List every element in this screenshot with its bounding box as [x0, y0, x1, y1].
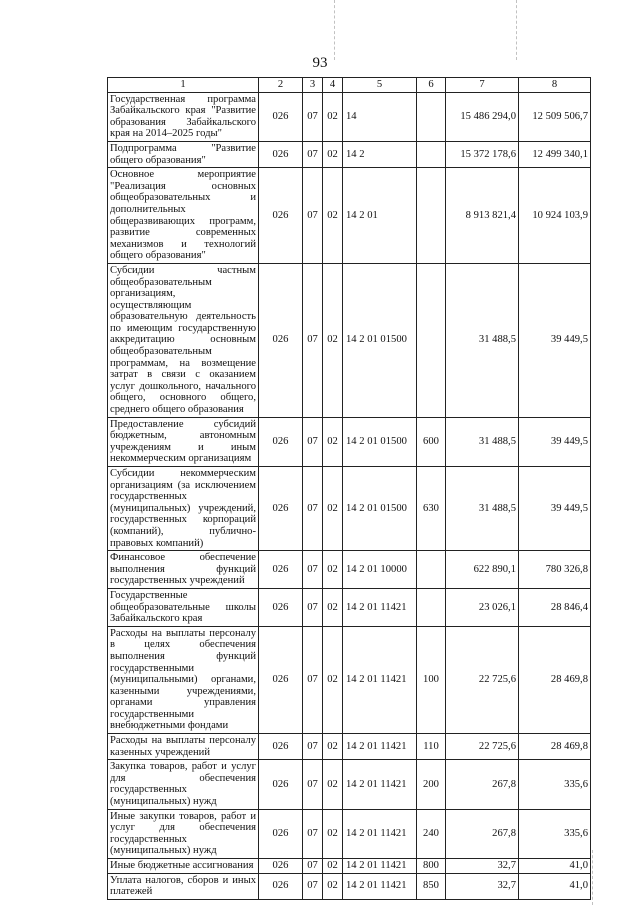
- amount-year-2: 28 469,8: [519, 734, 591, 760]
- expense-type-code: [417, 551, 446, 589]
- amount-year-2: 41,0: [519, 859, 591, 874]
- amount-year-2: 335,6: [519, 760, 591, 809]
- scan-artifact-line: [334, 0, 335, 60]
- ministry-code: 026: [259, 467, 303, 551]
- subsection-code: 02: [323, 417, 343, 466]
- row-name: Расходы на выплаты персоналу казенных учреждений: [108, 734, 259, 760]
- section-code: 07: [303, 141, 323, 167]
- section-code: 07: [303, 859, 323, 874]
- amount-year-1: 31 488,5: [446, 417, 519, 466]
- row-name: Иные бюджетные ассигнования: [108, 859, 259, 874]
- expense-type-code: [417, 92, 446, 141]
- subsection-code: 02: [323, 92, 343, 141]
- target-article-code: 14 2 01 01500: [343, 417, 417, 466]
- column-header: 5: [343, 78, 417, 93]
- amount-year-2: 28 469,8: [519, 626, 591, 733]
- row-name: Подпрограмма "Развитие общего образования": [108, 141, 259, 167]
- amount-year-1: 22 725,6: [446, 734, 519, 760]
- scan-artifact-line: [516, 0, 517, 60]
- row-name: Государственная программа Забайкальского края "Развитие образования Забайкальского края на 2014–2025 годы": [108, 92, 259, 141]
- target-article-code: 14: [343, 92, 417, 141]
- amount-year-1: 15 372 178,6: [446, 141, 519, 167]
- table-row: [108, 859, 591, 874]
- target-article-code: 14 2 01 11421: [343, 588, 417, 626]
- column-header: 3: [303, 78, 323, 93]
- ministry-code: 026: [259, 873, 303, 899]
- expense-type-code: 850: [417, 873, 446, 899]
- ministry-code: 026: [259, 760, 303, 809]
- ministry-code: 026: [259, 92, 303, 141]
- ministry-code: 026: [259, 551, 303, 589]
- amount-year-2: 39 449,5: [519, 417, 591, 466]
- page-number: 93: [312, 55, 328, 71]
- ministry-code: 026: [259, 734, 303, 760]
- table-body: [108, 78, 591, 900]
- amount-year-1: 23 026,1: [446, 588, 519, 626]
- ministry-code: 026: [259, 588, 303, 626]
- subsection-code: 02: [323, 467, 343, 551]
- section-code: 07: [303, 626, 323, 733]
- table-row: [108, 588, 591, 626]
- expense-type-code: 800: [417, 859, 446, 874]
- amount-year-2: 780 326,8: [519, 551, 591, 589]
- section-code: 07: [303, 467, 323, 551]
- ministry-code: 026: [259, 859, 303, 874]
- expense-type-code: 110: [417, 734, 446, 760]
- expense-type-code: 240: [417, 809, 446, 858]
- table-row: [108, 467, 591, 551]
- scan-artifact-line: [592, 850, 593, 905]
- column-header: 8: [519, 78, 591, 93]
- amount-year-1: 8 913 821,4: [446, 168, 519, 264]
- ministry-code: 026: [259, 141, 303, 167]
- amount-year-1: 267,8: [446, 760, 519, 809]
- section-code: 07: [303, 588, 323, 626]
- subsection-code: 02: [323, 263, 343, 417]
- subsection-code: 02: [323, 873, 343, 899]
- table-row: [108, 760, 591, 809]
- table-row: [108, 92, 591, 141]
- section-code: 07: [303, 734, 323, 760]
- target-article-code: 14 2 01 11421: [343, 873, 417, 899]
- expense-type-code: 630: [417, 467, 446, 551]
- row-name: Уплата налогов, сборов и иных платежей: [108, 873, 259, 899]
- target-article-code: 14 2 01 10000: [343, 551, 417, 589]
- column-header: 4: [323, 78, 343, 93]
- expense-type-code: [417, 588, 446, 626]
- ministry-code: 026: [259, 809, 303, 858]
- target-article-code: 14 2 01 11421: [343, 734, 417, 760]
- budget-table: [107, 77, 591, 900]
- table-row: [108, 809, 591, 858]
- amount-year-2: 39 449,5: [519, 263, 591, 417]
- amount-year-2: 39 449,5: [519, 467, 591, 551]
- ministry-code: 026: [259, 626, 303, 733]
- subsection-code: 02: [323, 760, 343, 809]
- subsection-code: 02: [323, 809, 343, 858]
- target-article-code: 14 2 01 11421: [343, 859, 417, 874]
- amount-year-2: 10 924 103,9: [519, 168, 591, 264]
- subsection-code: 02: [323, 141, 343, 167]
- table-row: [108, 417, 591, 466]
- ministry-code: 026: [259, 417, 303, 466]
- table-row: [108, 141, 591, 167]
- section-code: 07: [303, 809, 323, 858]
- section-code: 07: [303, 551, 323, 589]
- column-header: 6: [417, 78, 446, 93]
- amount-year-2: 335,6: [519, 809, 591, 858]
- column-header: 1: [108, 78, 259, 93]
- table-row: [108, 263, 591, 417]
- ministry-code: 026: [259, 168, 303, 264]
- amount-year-2: 12 499 340,1: [519, 141, 591, 167]
- row-name: Предоставление субсидий бюджетным, автономным учреждениям и иным некоммерческим организациям: [108, 417, 259, 466]
- table-row: [108, 873, 591, 899]
- amount-year-1: 622 890,1: [446, 551, 519, 589]
- section-code: 07: [303, 873, 323, 899]
- row-name: Иные закупки товаров, работ и услуг для обеспечения государственных (муниципальных) нужд: [108, 809, 259, 858]
- amount-year-1: 15 486 294,0: [446, 92, 519, 141]
- table-row: [108, 734, 591, 760]
- target-article-code: 14 2 01 11421: [343, 626, 417, 733]
- ministry-code: 026: [259, 263, 303, 417]
- subsection-code: 02: [323, 626, 343, 733]
- table-row: [108, 626, 591, 733]
- expense-type-code: [417, 263, 446, 417]
- section-code: 07: [303, 760, 323, 809]
- amount-year-1: 267,8: [446, 809, 519, 858]
- subsection-code: 02: [323, 734, 343, 760]
- section-code: 07: [303, 168, 323, 264]
- column-header: 2: [259, 78, 303, 93]
- row-name: Государственные общеобразовательные школы Забайкальского края: [108, 588, 259, 626]
- target-article-code: 14 2: [343, 141, 417, 167]
- target-article-code: 14 2 01 01500: [343, 467, 417, 551]
- amount-year-1: 32,7: [446, 873, 519, 899]
- expense-type-code: 100: [417, 626, 446, 733]
- expense-type-code: 200: [417, 760, 446, 809]
- amount-year-1: 31 488,5: [446, 467, 519, 551]
- target-article-code: 14 2 01 11421: [343, 809, 417, 858]
- row-name: Субсидии частным общеобразовательным организациям, осуществляющим образовательную деятельность по имеющим государственную аккредитацию основным общеобразовательным программам, на возмещение затрат в связи с оказанием услуг дошкольного, начального общего, основного общего, среднего общего образования: [108, 263, 259, 417]
- target-article-code: 14 2 01: [343, 168, 417, 264]
- section-code: 07: [303, 263, 323, 417]
- header-row: [108, 78, 591, 93]
- expense-type-code: [417, 168, 446, 264]
- amount-year-2: 41,0: [519, 873, 591, 899]
- row-name: Расходы на выплаты персоналу в целях обеспечения выполнения функций государственными (муниципальными) органами, казенными учреждениями, органами управления государственными внебюджетными фондами: [108, 626, 259, 733]
- amount-year-1: 32,7: [446, 859, 519, 874]
- subsection-code: 02: [323, 551, 343, 589]
- subsection-code: 02: [323, 588, 343, 626]
- row-name: Финансовое обеспечение выполнения функций государственных учреждений: [108, 551, 259, 589]
- amount-year-1: 31 488,5: [446, 263, 519, 417]
- column-header: 7: [446, 78, 519, 93]
- amount-year-2: 28 846,4: [519, 588, 591, 626]
- row-name: Основное мероприятие "Реализация основных общеобразовательных и дополнительных общеразвивающих программ, развитие современных механизмов и технологий общего образования": [108, 168, 259, 264]
- amount-year-1: 22 725,6: [446, 626, 519, 733]
- section-code: 07: [303, 92, 323, 141]
- subsection-code: 02: [323, 859, 343, 874]
- target-article-code: 14 2 01 01500: [343, 263, 417, 417]
- row-name: Закупка товаров, работ и услуг для обеспечения государственных (муниципальных) нужд: [108, 760, 259, 809]
- amount-year-2: 12 509 506,7: [519, 92, 591, 141]
- table-row: [108, 551, 591, 589]
- table-row: [108, 168, 591, 264]
- row-name: Субсидии некоммерческим организациям (за исключением государственных (муниципальных) учреждений, государственных корпораций (компаний), публично-правовых компаний): [108, 467, 259, 551]
- target-article-code: 14 2 01 11421: [343, 760, 417, 809]
- section-code: 07: [303, 417, 323, 466]
- subsection-code: 02: [323, 168, 343, 264]
- expense-type-code: 600: [417, 417, 446, 466]
- expense-type-code: [417, 141, 446, 167]
